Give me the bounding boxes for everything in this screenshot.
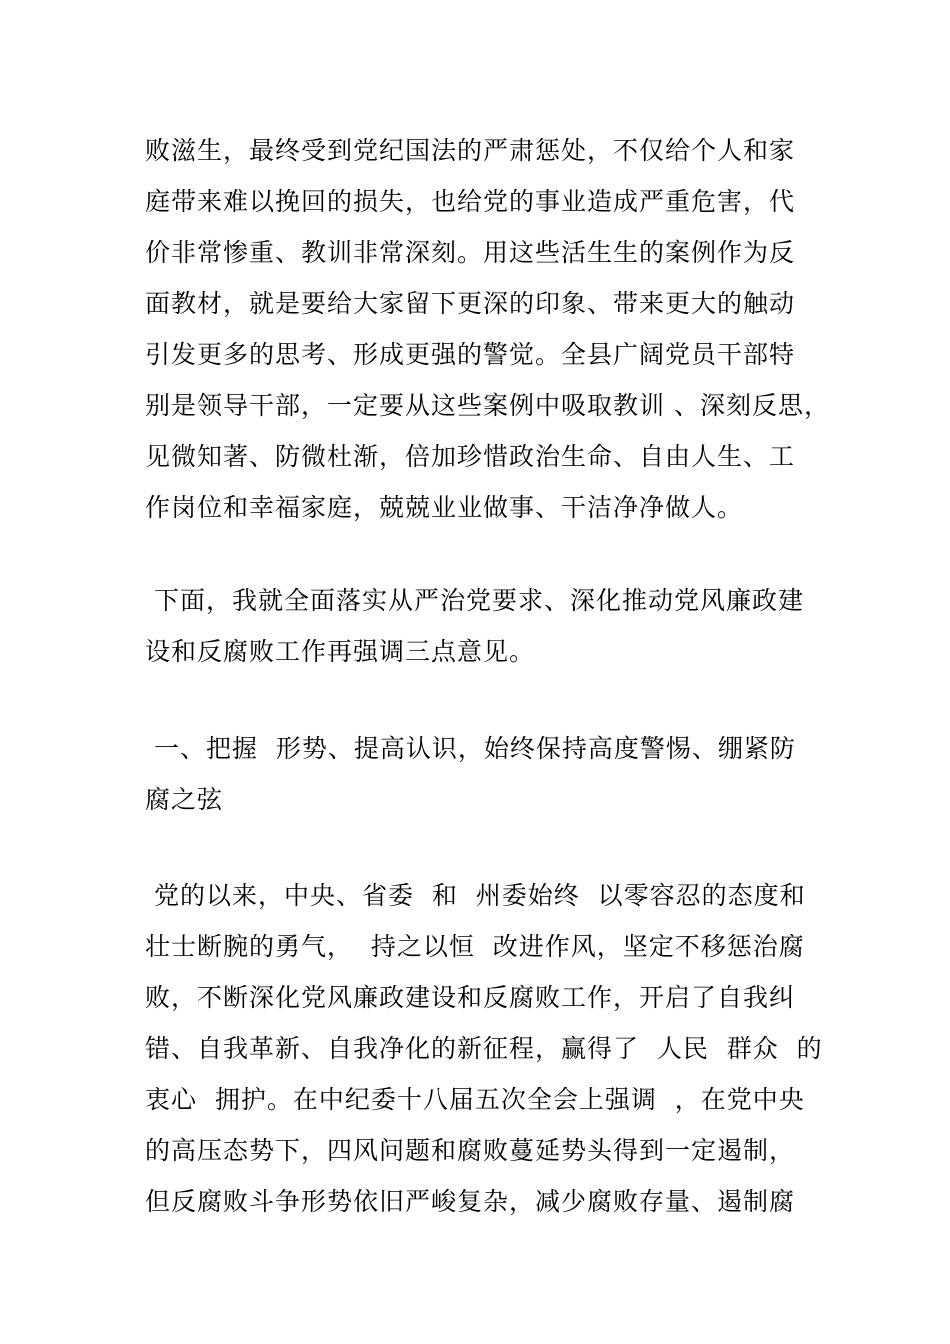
text-line: 败滋生，最终受到党纪国法的严肃惩处，不仅给个人和家 (145, 136, 796, 165)
text-line: 壮士断腕的勇气， 持之以恒 改进作风，坚定不移惩治腐 (145, 932, 805, 961)
text-line: 别是领导干部，一定要从这些案例中吸取教训 、深刻反思， (145, 391, 830, 420)
text-line: 引发更多的思考、形成更强的警觉。全县广阔党员干部特 (145, 340, 796, 369)
text-line: 败，不断深化党风廉政建设和反腐败工作，开启了自我纠 (145, 983, 796, 1012)
text-line: 的高压态势下，四风问题和腐败蔓延势头得到一定遏制， (145, 1136, 796, 1165)
paragraph-situation (145, 870, 825, 1227)
text-line: 价非常惨重、教训非常深刻。用这些活生生的案例作为反 (145, 238, 796, 267)
text-line: 但反腐败斗争形势依旧严峻复杂，减少腐败存量、遏制腐 (145, 1187, 796, 1216)
text-line: 一、把握 形势、提高认识，始终保持高度警惕、绷紧防 (145, 734, 796, 763)
text-line: 党的以来，中央、省委 和 州委始终 以零容忍的态度和 (145, 881, 806, 910)
paragraph-case-lessons (145, 125, 830, 533)
text-line: 作岗位和幸福家庭，兢兢业业做事、干洁净净做人。 (145, 493, 744, 522)
text-line: 腐之弦 (145, 785, 224, 814)
text-line: 下面，我就全面落实从严治党要求、深化推动党风廉政建 (145, 586, 804, 615)
text-line: 衷心 拥护。在中纪委十八届五次全会上强调 ，在党中央 (145, 1085, 805, 1114)
text-line: 错、自我革新、自我净化的新征程，赢得了 人民 群众 的 (145, 1034, 823, 1063)
paragraph-three-opinions (145, 575, 825, 677)
text-line: 设和反腐败工作再强调三点意见。 (145, 637, 536, 666)
text-line: 见微知著、防微杜渐，倍加珍惜政治生命、自由人生、工 (145, 442, 796, 471)
section-heading-1 (145, 723, 825, 825)
text-line: 庭带来难以挽回的损失，也给党的事业造成严重危害，代 (145, 187, 796, 216)
text-line: 面教材，就是要给大家留下更深的印象、带来更大的触动 (145, 289, 796, 318)
